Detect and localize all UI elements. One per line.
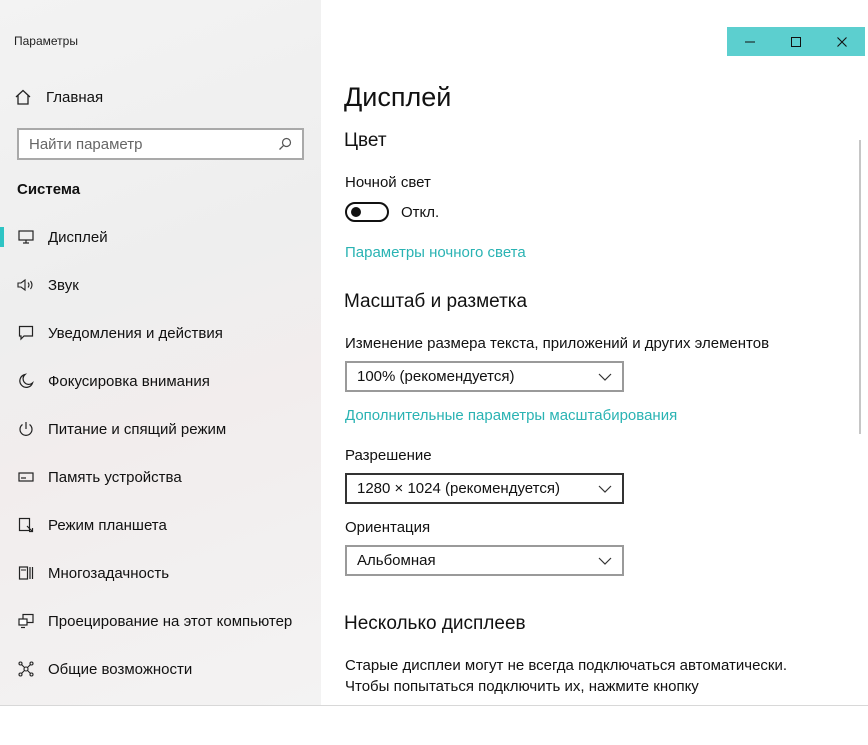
sidebar <box>0 0 321 705</box>
sidebar-item-sound[interactable] <box>0 261 321 309</box>
multi-display-text-1: Старые дисплеи могут не всегда подключаться автоматически. <box>345 657 788 674</box>
app-title: Параметры <box>14 34 78 48</box>
resolution-select[interactable] <box>345 473 624 504</box>
sidebar-item-display[interactable] <box>0 213 321 261</box>
sidebar-item-label: Уведомления и действия <box>48 324 223 342</box>
power-icon <box>17 420 35 438</box>
sidebar-item-focus-assist[interactable] <box>0 357 321 405</box>
orientation-label: Ориентация <box>345 519 431 536</box>
sidebar-item-label: Проецирование на этот компьютер <box>48 612 293 630</box>
night-light-settings-link[interactable]: Параметры ночного света <box>345 244 526 261</box>
sidebar-item-label: Режим планшета <box>48 516 167 534</box>
search-input[interactable] <box>17 128 304 160</box>
sidebar-item-notifications[interactable] <box>0 309 321 357</box>
multi-display-section-heading: Несколько дисплеев <box>344 613 526 634</box>
sidebar-item-tablet-mode[interactable] <box>0 501 321 549</box>
sidebar-item-label: Многозадачность <box>48 564 170 582</box>
advanced-scaling-link[interactable]: Дополнительные параметры масштабирования <box>345 407 678 424</box>
chevron-down-icon <box>598 373 612 381</box>
projection-icon <box>17 612 35 630</box>
sidebar-item-projection[interactable] <box>0 597 321 645</box>
sidebar-item-shared-experiences[interactable] <box>0 645 321 693</box>
scrollbar[interactable] <box>859 140 861 434</box>
resolution-value: 1280 × 1024 (рекомендуется) <box>357 480 560 497</box>
sidebar-item-label: Общие возможности <box>48 660 193 678</box>
close-button[interactable] <box>819 27 865 56</box>
maximize-icon <box>790 36 802 48</box>
sidebar-item-label: Дисплей <box>48 228 108 246</box>
sidebar-item-label: Звук <box>48 276 79 294</box>
main-content <box>321 0 868 705</box>
scale-value: 100% (рекомендуется) <box>357 368 515 385</box>
speaker-icon <box>17 276 35 294</box>
close-icon <box>836 36 848 48</box>
sidebar-item-label: Память устройства <box>48 468 182 486</box>
section-label-system: Система <box>17 181 81 198</box>
scale-select[interactable] <box>345 361 624 392</box>
minimize-button[interactable] <box>727 27 773 56</box>
below-window-area <box>0 705 868 745</box>
notification-icon <box>17 324 35 342</box>
maximize-button[interactable] <box>773 27 819 56</box>
minimize-icon <box>744 36 756 48</box>
sidebar-item-multitasking[interactable] <box>0 549 321 597</box>
search-placeholder: Найти параметр <box>29 135 143 153</box>
window-controls <box>727 27 865 56</box>
color-section-heading: Цвет <box>344 130 387 151</box>
page-title: Дисплей <box>344 82 452 112</box>
scale-section-heading: Масштаб и разметка <box>344 291 528 312</box>
home-link[interactable] <box>14 86 103 108</box>
search-icon[interactable] <box>278 137 292 151</box>
home-label: Главная <box>46 88 104 106</box>
sidebar-item-label: Фокусировка внимания <box>48 372 210 390</box>
night-light-toggle-row <box>345 202 439 222</box>
sidebar-item-label: Питание и спящий режим <box>48 420 227 438</box>
orientation-value: Альбомная <box>357 552 436 569</box>
night-light-state: Откл. <box>401 203 440 221</box>
multi-display-text-2: Чтобы попытаться подключить их, нажмите кнопку <box>345 678 699 695</box>
sidebar-item-power[interactable] <box>0 405 321 453</box>
scale-label: Изменение размера текста, приложений и других элементов <box>345 335 770 352</box>
resolution-label: Разрешение <box>345 447 432 464</box>
storage-icon <box>17 468 35 486</box>
moon-icon <box>17 372 35 390</box>
orientation-select[interactable] <box>345 545 624 576</box>
home-icon <box>14 88 32 106</box>
shared-experiences-icon <box>17 660 35 678</box>
monitor-icon <box>17 228 35 246</box>
night-light-toggle[interactable] <box>345 202 389 222</box>
sidebar-nav <box>0 213 321 693</box>
chevron-down-icon <box>598 485 612 493</box>
sidebar-item-storage[interactable] <box>0 453 321 501</box>
night-light-label: Ночной свет <box>345 174 431 191</box>
tablet-icon <box>17 516 35 534</box>
multitasking-icon <box>17 564 35 582</box>
chevron-down-icon <box>598 557 612 565</box>
